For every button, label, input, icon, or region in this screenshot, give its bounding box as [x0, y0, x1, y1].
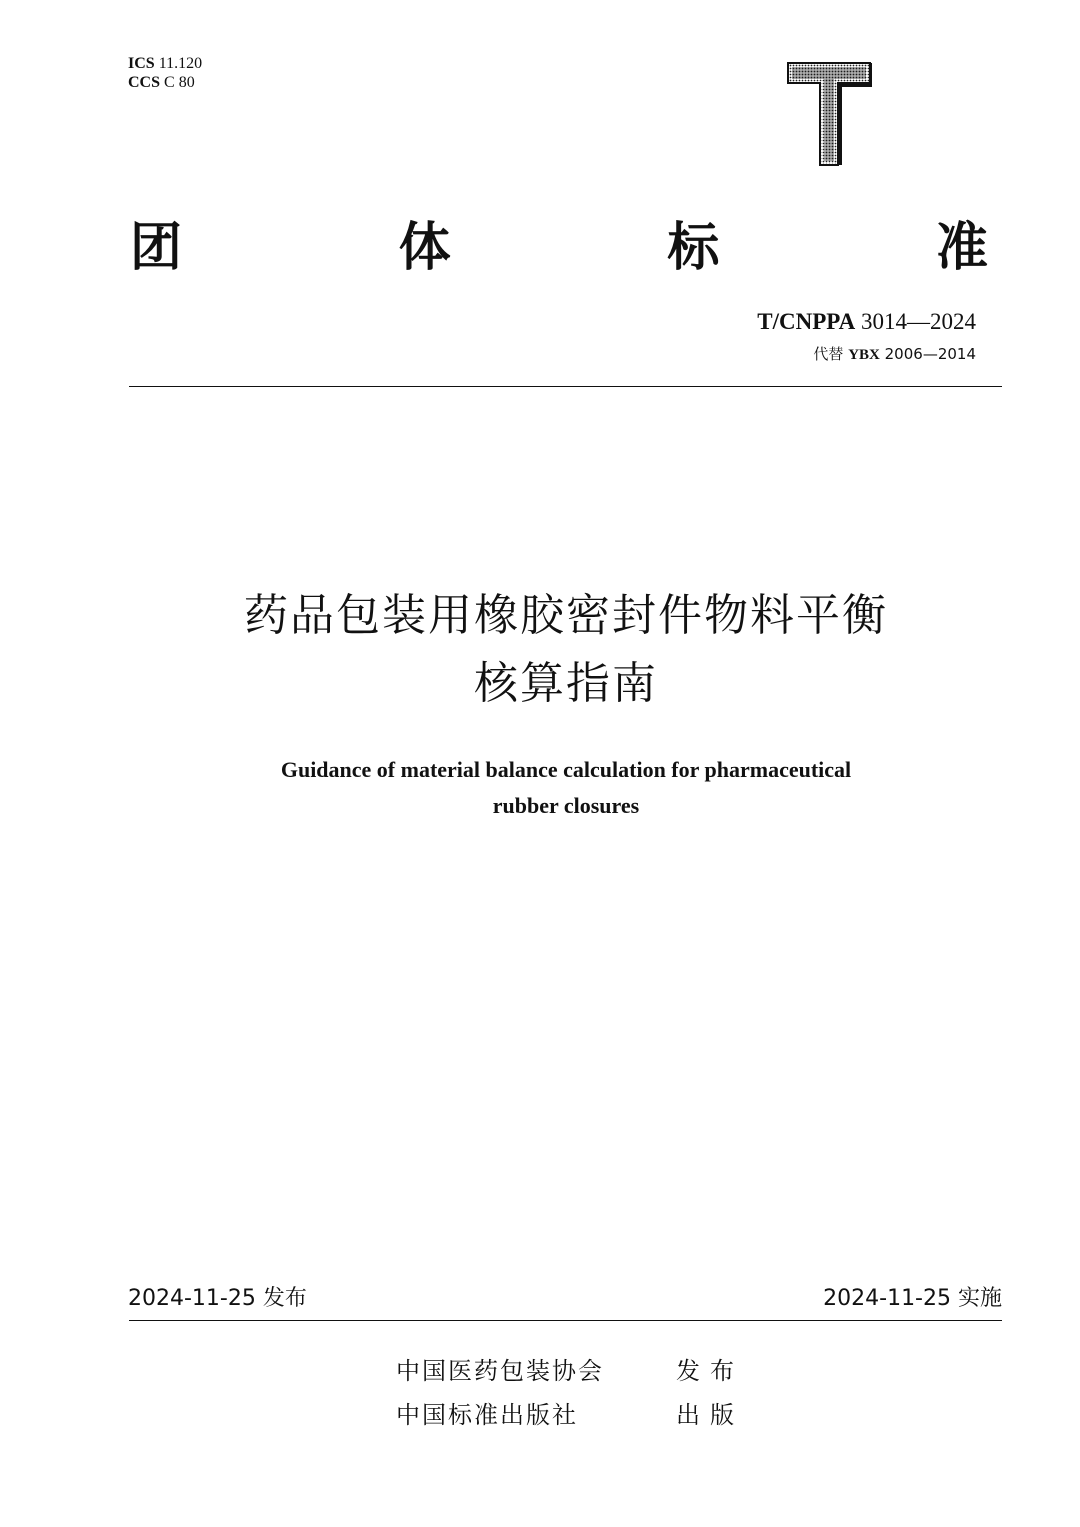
org-name: 中国标准出版社 — [396, 1401, 578, 1429]
ics-code: ICS 11.120 — [128, 55, 203, 72]
chinese-title: 药品包装用橡胶密封件物料平衡 核算指南 — [244, 590, 888, 709]
org-name: 中国医药包装协会 — [396, 1357, 604, 1385]
org-role: 发布 — [676, 1357, 744, 1385]
org-row-press — [396, 1393, 744, 1437]
t-logo-icon — [786, 61, 872, 167]
standard-type-heading — [130, 218, 988, 278]
standard-type-char: 准 — [935, 218, 988, 278]
standard-type-char: 团 — [130, 218, 183, 278]
publish-date: 2024-11-25 发布 — [128, 1286, 307, 1311]
ccs-code: CCS C 80 — [128, 74, 195, 91]
standard-type-char: 标 — [667, 218, 720, 278]
standard-code: T/CNPPA 3014—2024 — [757, 309, 976, 334]
replaces-standard: 代替 YBX 2006—2014 — [813, 345, 976, 363]
english-title: Guidance of material balance calculation for pharmaceutical rubber closures — [280, 757, 852, 818]
org-row-publisher — [396, 1349, 744, 1393]
classification-codes — [128, 54, 202, 92]
top-divider — [129, 386, 1002, 387]
implement-date: 2024-11-25 实施 — [823, 1286, 1002, 1311]
organizations — [396, 1349, 744, 1437]
org-role: 出版 — [676, 1401, 744, 1429]
standard-type-char: 体 — [398, 218, 451, 278]
bottom-divider — [129, 1320, 1002, 1321]
